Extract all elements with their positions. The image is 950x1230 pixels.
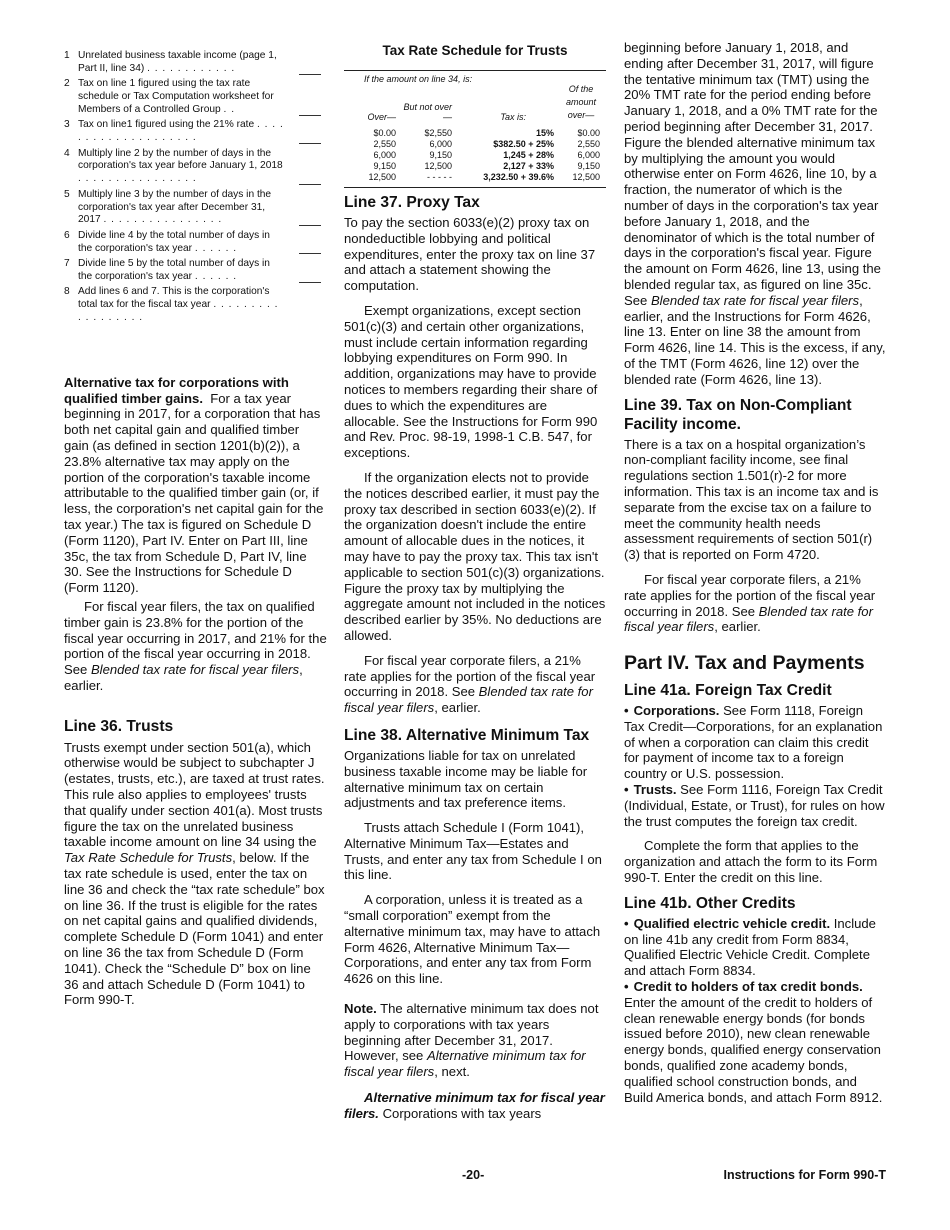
tax-rate-schedule — [344, 43, 606, 188]
page-number: -20- — [462, 1168, 485, 1182]
worksheet-row: 7 Divide line 5 by the total number of days in the corporation's tax year . . . . . . — [64, 258, 327, 284]
line37-paragraph-3: If the organization elects not to provide the notices described earlier, it must pay the proxy tax described in section 6033(e)(2). If the organization doesn't include the entire amount of allocable dues in the notices, it may have to pay the proxy tax. This tax isn't applicable to section 501(c)(3) organizations. Figure the proxy tax by multiplying the aggregate amount not included in the notices described earlier by 35%. No deductions are allowed. — [344, 469, 606, 643]
right-column — [624, 40, 886, 1105]
amt-note: Note. The alternative minimum tax does not apply to corporations with tax years beginning after December 31, 2017. However, see Alternative minimum tax for fiscal year filers, next. — [344, 1001, 599, 1080]
line37-paragraph-4: For fiscal year corporate filers, a 21% rate applies for the portion of the fiscal year occurring in 2018. See Blended tax rate for fiscal year filers, earlier. — [344, 652, 596, 716]
line38-paragraph-2: Trusts attach Schedule I (Form 1041), Alternative Minimum Tax—Estates and Trusts, and enter any tax from Schedule I on this line. — [344, 820, 602, 883]
worksheet-row: 8 Add lines 6 and 7. This is the corporation's total tax for the fiscal tax year . . . . . . . . . . . . . . . . . . — [64, 286, 279, 323]
line38-paragraph-1: Organizations liable for tax on unrelated business taxable income may be liable for alternative minimum tax on certain adjustments and tax preference items. — [344, 747, 588, 811]
table-row: 6,000 9,150 1,245 + 28% 6,000 — [373, 150, 600, 160]
table-row: $0.00 $2,550 15% $0.00 — [373, 128, 600, 138]
line37-paragraph-1: To pay the section 6033(e)(2) proxy tax on nondeductible lobbying and political expenditures, enter the proxy tax on line 37 and attach a statement showing the computation. — [344, 215, 596, 294]
line38-paragraph-3: A corporation, unless it is treated as a “small corporation” exempt from the alternative minimum tax, may have to attach Form 4626, Alternative Minimum Tax—Corporations, and enter any tax from Form 4626 on this line. — [344, 892, 601, 987]
line37-paragraph-2: Exempt organizations, except section 501(c)(3) and certain other organizations, must include certain information regarding lobbying expenditures on Form 990. In addition, organizations may have to provide notices to members regarding their share of dues to which the expenditures are allocable. See the Instructions for Form 990 and Rev. Proc. 98-19, 1998-1 C.B. 547, for exceptions. — [344, 302, 598, 461]
worksheet-row: 6 Divide line 4 by the total number of days in the corporation's tax year . . . . . . — [64, 230, 327, 256]
worksheet-row: 2 Tax on line 1 figured using the tax rate schedule or Tax Computation worksheet for Members of a Controlled Group . . — [64, 78, 327, 116]
rate-table-header: Over— But not over— Tax is: Of the amount over— — [367, 84, 597, 122]
worksheet-entry-line — [299, 74, 321, 75]
rate-table-body — [344, 128, 606, 183]
line38-heading: Line 38. Alternative Minimum Tax — [344, 726, 590, 744]
line39-paragraph-2: For fiscal year corporate filers, a 21% rate applies for the portion of the fiscal year occurring in 2018. See Blended tax rate for fiscal year filers, earlier. — [624, 571, 876, 635]
timber-gains-paragraph: Alternative tax for corporations with qualified timber gains. For a tax year beginning in 2017, for a corporation that has both net capital gain and qualified timber gain (as defined in section 1201(b)(2)), a 23.8% alternative tax may apply on the portion of the corporation's taxable income attributable to the qualified timber gain (or, if less, the corporation's net capital gain for the tax year.) The tax is figured on Schedule D (Form 1120), Part IV. Enter on Part III, line 35c, the tax from Schedule D, Part IV, line 30. See the Instructions for Schedule D (Form 1120). — [64, 374, 324, 596]
worksheet-entry-line — [299, 143, 321, 144]
tax-credit-bonds-bullet: • Credit to holders of tax credit bonds. Enter the amount of the credit to holders of clean renewable energy bonds (for bonds issued before 2010), new clean renewable energy bonds, qualified energy conservation bonds, qualified zone academy bonds, qualified school construction bonds, and Build America bonds, and attach Form 8912. — [624, 979, 886, 1105]
line41b-heading: Line 41b. Other Credits — [624, 894, 796, 912]
qev-credit-bullet: • Qualified electric vehicle credit. Include on line 41b any credit from Form 8834, Qualified Electric Vehicle Credit. Complete and attach Form 8834. — [624, 916, 886, 979]
rate-table-top-rule — [344, 70, 606, 71]
page-footer — [64, 1168, 886, 1186]
amt-fiscal-continued: beginning before January 1, 2018, and ending after December 31, 2017, will figure the tentative minimum tax (TMT) using the 20% TMT rate for the period ending before January 1, 2018, and a 0% TMT rate for the period beginning after December 31, 2017. Figure the blended alternative minimum tax by multiplying the amount you would otherwise enter on Form 4626, line 10, by a fraction, the numerator of which is the number of days in the corporation's tax year before January 1, 2018, and the denominator of which is the total number of days in the corporation's fiscal year. Figure the amount on Form 4626, line 13, using the blended regular tax, as figured on line 35c. See Blended tax rate for fiscal year filers, earlier, and the Instructions for Form 4626, line 13. Enter on line 38 the amount from Form 4626, line 14. This is the excess, if any, of the TMT (Form 4626, line 12) over the blended rate (Form 4626, line 13). — [624, 40, 886, 387]
worksheet-entry-line — [299, 225, 321, 226]
worksheet-entry-line — [299, 282, 321, 283]
footer-form-title: Instructions for Form 990-T — [723, 1168, 886, 1182]
left-column — [64, 40, 327, 1008]
fiscal-year-worksheet — [64, 50, 327, 325]
amt-fiscal-paragraph: Alternative minimum tax for fiscal year filers. Corporations with tax years — [344, 1090, 605, 1121]
worksheet-entry-line — [299, 253, 321, 254]
line41a-heading: Line 41a. Foreign Tax Credit — [624, 682, 832, 700]
line39-paragraph-1: There is a tax on a hospital organization’s non-compliant facility income, see final regulations section 1.501(r)-2 for more information. This tax is an income tax and is separate from the excise tax on a failure to meet the community health needs assessment requirements of section 501(r)(3) that is reported on Form 4720. — [624, 436, 879, 563]
middle-column — [344, 40, 606, 1122]
trusts-bullet: • Trusts. See Form 1116, Foreign Tax Credit (Individual, Estate, or Trust), for rules on how the trust computes the foreign tax credit. — [624, 782, 886, 829]
line37-heading: Line 37. Proxy Tax — [344, 194, 480, 211]
table-row: 9,150 12,500 2,127 + 33% 9,150 — [373, 161, 600, 171]
table-row: 12,500 - - - - - 3,232.50 + 39.6% 12,500 — [368, 172, 600, 182]
worksheet-entry-line — [299, 115, 321, 116]
worksheet-row: 1 Unrelated business taxable income (page 1, Part II, line 34) . . . . . . . . . . . . — [64, 50, 327, 76]
rate-table-bottom-rule — [344, 187, 606, 188]
line41a-paragraph: Complete the form that applies to the organization and attach the form to its Form 990-T. Enter the credit on this line. — [624, 838, 878, 886]
part4-heading: Part IV. Tax and Payments — [624, 652, 865, 675]
rate-table-title: Tax Rate Schedule for Trusts — [382, 43, 568, 58]
line36-heading: Line 36. Trusts — [64, 717, 174, 735]
worksheet-entry-line — [299, 184, 321, 185]
worksheet-row: 4 Multiply line 2 by the number of days in the corporation's tax year before January 1, 2018 . . . . . . . . . . . . . . . . — [64, 148, 327, 186]
timber-fiscal-paragraph: For fiscal year filers, the tax on qualified timber gain is 23.8% for the portion of the fiscal year occurring in 2017, and 21% for the portion of the fiscal year occurring in 2018. See Blended tax rate for fiscal year filers, earlier. — [64, 598, 327, 693]
line36-paragraph: Trusts exempt under section 501(a), which otherwise would be subject to subchapter J (estates, trusts, etc.), are taxed at trust rates. This rule also applies to employees' trusts that qualify under section 401(a). Most trusts figure the tax on the unrelated business taxable income amount on line 34 using the Tax Rate Schedule for Trusts, below. If the tax rate schedule is used, enter the tax on line 36 and check the “tax rate schedule” box on line 36. If the trust is eligible for the rates on net capital gains and qualified dividends, complete Schedule D (Form 1041) and enter on line 36 the tax from Schedule D (Form 1041). Check the “Schedule D” box on line 36 and attach Schedule D (Form 1041) to Form 990-T. — [64, 739, 325, 1008]
table-row: 2,550 6,000 $382.50 + 25% 2,550 — [373, 139, 600, 149]
worksheet-row: 5 Multiply line 3 by the number of days in the corporation's tax year after December 31, 2017 . . . . . . . . . . . . . . . . — [64, 189, 327, 227]
corporations-bullet: • Corporations. See Form 1118, Foreign Tax Credit—Corporations, for an explanation of when a corporation can claim this credit for payment of income tax to a foreign country or U.S. possession. — [624, 703, 886, 782]
worksheet-row: 3 Tax on line1 figured using the 21% rate . . . . . . . . . . . . . . . . . . . . — [64, 119, 327, 145]
rate-table-subtitle: If the amount on line 34, is: — [364, 74, 473, 84]
line39-heading: Line 39. Tax on Non-Compliant Facility income. — [624, 396, 852, 433]
